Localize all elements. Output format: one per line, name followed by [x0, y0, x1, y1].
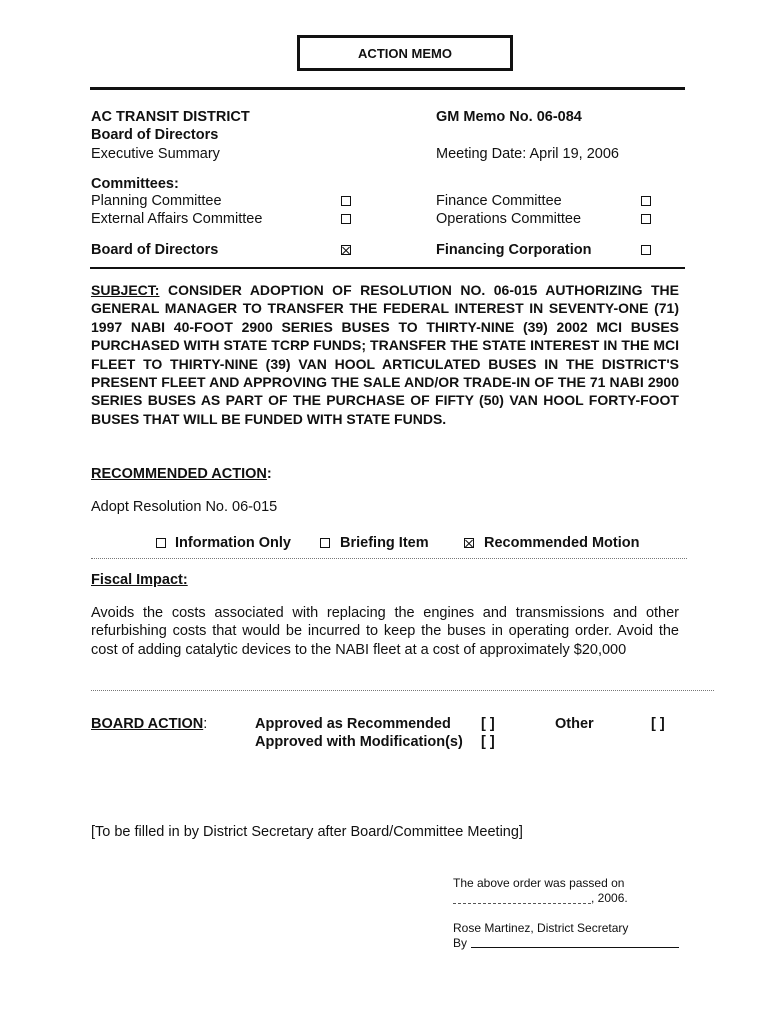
subject-paragraph: [91, 281, 679, 428]
subject-text: CONSIDER ADOPTION OF RESOLUTION NO. 06-015 AUTHORIZING THE GENERAL MANAGER TO TRANSFER THE FEDERAL INTEREST IN SEVENTY-ONE (71) 1997 NABI 40-FOOT 2900 SERIES BUSES TO THIRTY-NINE (39) 2002 MCI BUSES PURCHASED WITH STATE TCRP FUNDS; TRANSFER THE STATE INTEREST IN THE MCI FLEET TO THIRTY-NINE (39) VAN HOOL ARTICULATED BUSES IN THE DISTRICT'S PRESENT FLEET AND APPROVING THE SALE AND/OR TRADE-IN OF THE 71 NABI 2900 SERIES BUSES AS PART OF THE PURCHASE OF FIFTY (50) VAN HOOL FORTY-FOOT BUSES THAT WILL BE FUNDED WITH STATE FUNDS.: [91, 282, 679, 427]
briefing-item-checkbox[interactable]: [320, 538, 330, 548]
district-secretary-note: [To be filled in by District Secretary after Board/Committee Meeting]: [91, 824, 523, 840]
other-box[interactable]: [ ]: [651, 716, 665, 732]
finance-committee-checkbox[interactable]: [641, 196, 651, 206]
other-label: Other: [555, 716, 594, 732]
external-affairs-checkbox[interactable]: [341, 214, 351, 224]
action-memo-title: ACTION MEMO: [297, 35, 513, 71]
approved-with-modifications-box[interactable]: [ ]: [481, 734, 495, 750]
approved-as-recommended-box[interactable]: [ ]: [481, 716, 495, 732]
financing-corporation-label: Financing Corporation: [436, 242, 592, 258]
approved-with-modifications-label: Approved with Modification(s): [255, 734, 463, 750]
information-only-label: Information Only: [175, 535, 291, 551]
meeting-date: Meeting Date: April 19, 2006: [436, 146, 619, 162]
recommended-action-text: Adopt Resolution No. 06-015: [91, 499, 278, 515]
section-divider: [91, 690, 714, 691]
date-blank-line[interactable]: [453, 903, 591, 904]
year-text: , 2006.: [591, 891, 628, 905]
header-top-rule: [90, 87, 685, 90]
operations-committee-label: Operations Committee: [436, 211, 582, 227]
fiscal-impact-heading: Fiscal Impact:: [91, 572, 188, 588]
order-passed-text: The above order was passed on: [453, 876, 625, 890]
secretary-name: Rose Martinez, District Secretary: [453, 921, 629, 935]
recommended-motion-checkbox[interactable]: [464, 538, 474, 548]
fiscal-impact-text: Avoids the costs associated with replacing the engines and transmissions and other refurbishing costs that would be incurred to keep the buses in operating order. Avoid the cost of adding catalytic devices to the NABI fleet at a cost of approximately $20,000: [91, 605, 679, 658]
approved-as-recommended-label: Approved as Recommended: [255, 716, 451, 732]
executive-summary-label: Executive Summary: [91, 146, 220, 162]
committees-heading: Committees:: [91, 176, 179, 192]
operations-committee-checkbox[interactable]: [641, 214, 651, 224]
board-action-heading: BOARD ACTION:: [91, 716, 208, 732]
signature-line[interactable]: [471, 947, 679, 948]
planning-committee-checkbox[interactable]: [341, 196, 351, 206]
recommended-motion-label: Recommended Motion: [484, 535, 640, 551]
board-of-directors-checkbox[interactable]: [341, 245, 351, 255]
external-affairs-label: External Affairs Committee: [91, 211, 263, 227]
board-heading: Board of Directors: [91, 127, 219, 143]
financing-corporation-checkbox[interactable]: [641, 245, 651, 255]
finance-committee-label: Finance Committee: [436, 193, 562, 209]
planning-committee-label: Planning Committee: [91, 193, 222, 209]
signature-by-label: By: [453, 936, 468, 950]
board-of-directors-label: Board of Directors: [91, 242, 219, 258]
recommended-action-heading: RECOMMENDED ACTION:: [91, 466, 272, 482]
header-bottom-rule: [90, 267, 685, 269]
section-divider: [91, 558, 687, 559]
information-only-checkbox[interactable]: [156, 538, 166, 548]
briefing-item-label: Briefing Item: [340, 535, 429, 551]
district-name: AC TRANSIT DISTRICT: [91, 109, 250, 125]
subject-label: SUBJECT:: [91, 282, 160, 298]
gm-memo-number: GM Memo No. 06-084: [436, 109, 582, 125]
